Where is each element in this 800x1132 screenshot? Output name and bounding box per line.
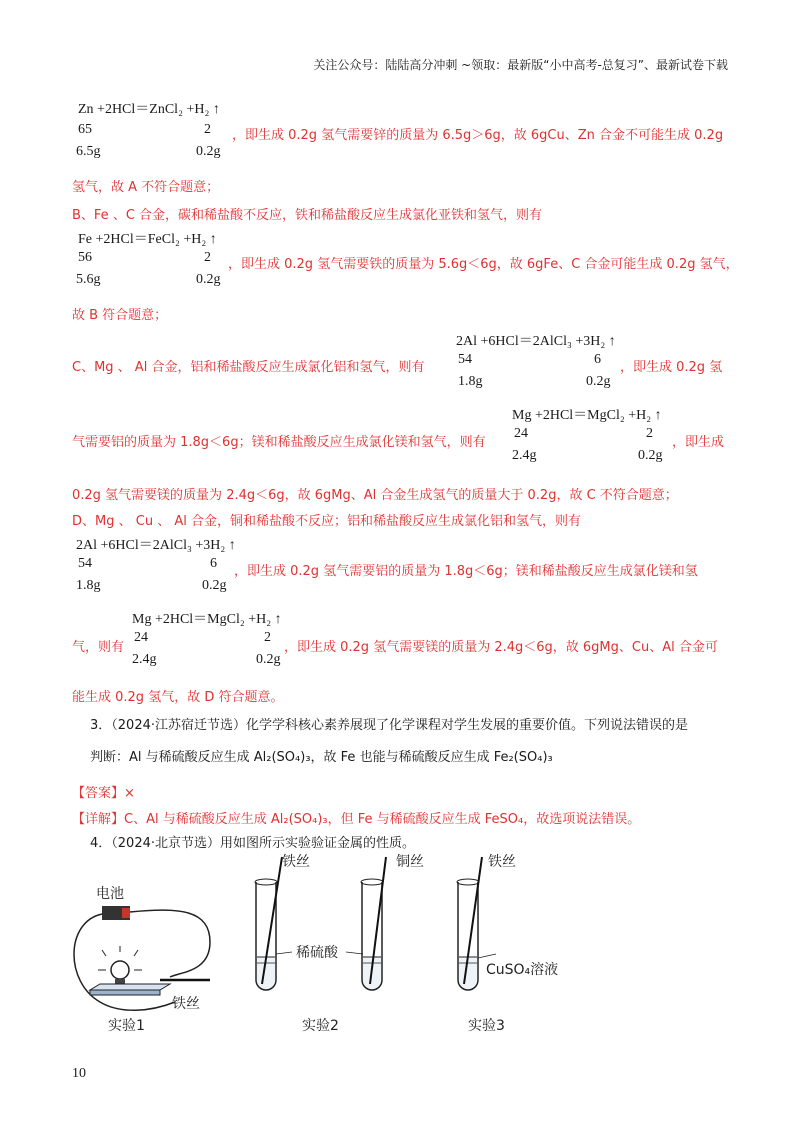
value-zn: 6.5g [76, 144, 101, 159]
answer-value: × [124, 786, 135, 801]
mass-h2: 2 [646, 426, 653, 441]
value-mg: 2.4g [132, 652, 157, 667]
value-h2: 0.2g [196, 144, 221, 159]
experiment-1-diagram [74, 885, 210, 1034]
page-number: 10 [72, 1066, 86, 1081]
conclusion-text: 故 B 符合题意； [72, 308, 168, 323]
dilute-acid-label: 稀硫酸 [296, 945, 338, 961]
detail-text: C、Al 与稀硫酸反应生成 Al₂(SO₄)₃，但 Fe 与稀硫酸反应生成 FeSO₄，故选项说法错误。 [124, 812, 641, 827]
iron-wire-label: 铁丝 [488, 854, 516, 870]
mass-h2: 2 [204, 250, 211, 265]
analysis-text: ，即生成 0.2g 氢气需要铝的质量为 1.8g＜6g；镁和稀盐酸反应生成氯化镁和氢 [234, 564, 698, 579]
value-h2: 0.2g [256, 652, 281, 667]
mass-fe: 56 [78, 250, 92, 265]
option-c-intro: C、Mg 、 Al 合金，铝和稀盐酸反应生成氯化铝和氢气，则有 [72, 360, 425, 375]
mass-h2: 6 [210, 556, 217, 571]
answer-line [72, 782, 135, 801]
mass-al: 54 [78, 556, 92, 571]
question-3-judge: 判断：Al 与稀硫酸反应生成 Al₂(SO₄)₃，故 Fe 也能与稀硫酸反应生成 Fe₂(SO₄)₃ [90, 750, 553, 765]
equation-al: 2Al +6HCl＝2AlCl₃ +3H₂ ↑ [76, 538, 236, 553]
value-fe: 5.6g [76, 272, 101, 287]
equation-zn: Zn +2HCl＝ZnCl₂ +H₂ ↑ [78, 102, 220, 117]
experiment-3-label: 实验3 [468, 1018, 505, 1034]
conclusion-text: 氢气，故 A 不符合题意； [72, 180, 220, 195]
value-h2: 0.2g [202, 578, 227, 593]
cuso4-label: CuSO₄溶液 [486, 962, 559, 978]
value-mg: 2.4g [512, 448, 537, 463]
equation-fe: Fe +2HCl＝FeCl₂ +H₂ ↑ [78, 232, 217, 247]
experiment-1-label: 实验1 [108, 1018, 145, 1034]
option-b-intro: B、Fe 、C 合金，碳和稀盐酸不反应，铁和稀盐酸反应生成氯化亚铁和氢气，则有 [72, 208, 543, 223]
bulb-icon [111, 961, 129, 979]
copper-wire-label: 铜丝 [396, 854, 424, 870]
mass-h2: 6 [594, 352, 601, 367]
question-4-stem: 4．（2024·北京节选）用如图所示实验验证金属的性质。 [90, 836, 415, 851]
iron-wire-label: 铁丝 [282, 854, 310, 870]
value-h2: 0.2g [638, 448, 663, 463]
equation-mg: Mg +2HCl＝MgCl₂ +H₂ ↑ [512, 408, 662, 423]
value-h2: 0.2g [586, 374, 611, 389]
mass-mg: 24 [134, 630, 148, 645]
experiment-2-diagram [255, 853, 424, 1034]
mass-mg: 24 [514, 426, 528, 441]
conclusion-text: 能生成 0.2g 氢气，故 D 符合题意。 [72, 690, 284, 705]
analysis-text: ，即生成 0.2g 氢气需要镁的质量为 2.4g＜6g，故 6gMg、Cu、Al 合金可 [284, 640, 718, 655]
detail-line [72, 808, 640, 827]
analysis-text: ，即生成 [672, 435, 725, 450]
mass-al: 54 [458, 352, 472, 367]
question-3-stem: 3．（2024·江苏宿迁节选）化学学科核心素养展现了化学课程对学生发展的重要价值。下列说法错误的是 [90, 718, 688, 733]
detail-label: 【详解】 [72, 812, 125, 827]
analysis-text: ，即生成 0.2g 氢 [620, 360, 723, 375]
equation-al: 2Al +6HCl＝2AlCl₃ +3H₂ ↑ [456, 334, 616, 349]
value-al: 1.8g [76, 578, 101, 593]
analysis-text: 气需要铝的质量为 1.8g＜6g；镁和稀盐酸反应生成氯化镁和氢气，则有 [72, 435, 486, 450]
answer-label: 【答案】 [72, 786, 125, 801]
mass-h2: 2 [264, 630, 271, 645]
iron-wire-label: 铁丝 [172, 996, 200, 1012]
analysis-text: 气，则有 [72, 640, 125, 655]
analysis-text: ，即生成 0.2g 氢气需要锌的质量为 6.5g＞6g，故 6gCu、Zn 合金不可能生成 0.2g [232, 128, 724, 143]
option-d-intro: D、Mg 、 Cu 、 Al 合金，铜和稀盐酸不反应；铝和稀盐酸反应生成氯化铝和氢气，则有 [72, 514, 581, 529]
experiment-figure [60, 852, 559, 1034]
value-h2: 0.2g [196, 272, 221, 287]
analysis-text: ，即生成 0.2g 氢气需要铁的质量为 5.6g＜6g，故 6gFe、C 合金可能生成 0.2g 氢气， [228, 257, 739, 272]
experiment-3-diagram [457, 853, 558, 1034]
battery-label: 电池 [96, 886, 124, 902]
mass-h2: 2 [204, 122, 211, 137]
conclusion-text: 0.2g 氢气需要镁的质量为 2.4g＜6g，故 6gMg、Al 合金生成氢气的质量大于 0.2g，故 C 不符合题意； [72, 488, 678, 503]
page-header: 关注公众号：陆陆高分冲刺 ~领取：最新版“小中高考-总复习”、最新试卷下载 [313, 58, 728, 72]
experiment-2-label: 实验2 [302, 1018, 339, 1034]
value-al: 1.8g [458, 374, 483, 389]
mass-zn: 65 [78, 122, 92, 137]
equation-mg: Mg +2HCl＝MgCl₂ +H₂ ↑ [132, 612, 282, 627]
